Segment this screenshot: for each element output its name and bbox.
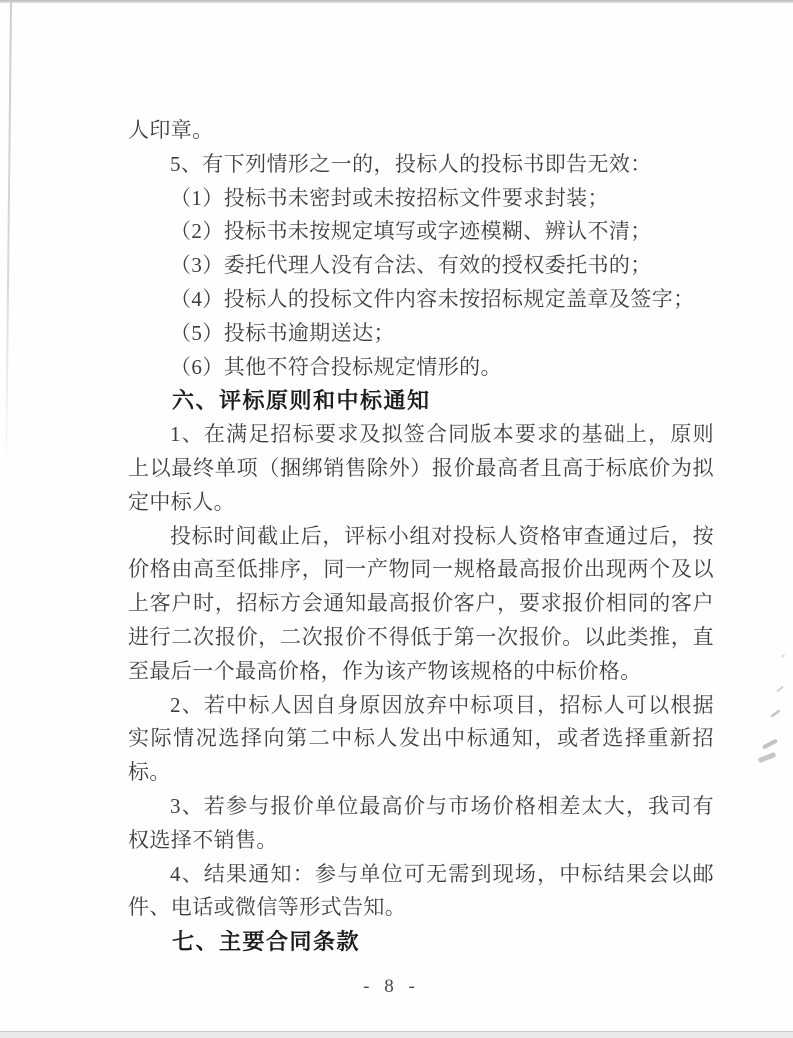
ink-smudge-mark xyxy=(758,752,777,763)
paragraph: 5、有下列情形之一的，投标人的投标书即告无效： xyxy=(170,151,652,176)
page-number: - 8 - xyxy=(363,976,420,997)
paragraph: （2）投标书未按规定填写或字迹模糊、辨认不清； xyxy=(170,219,652,244)
paragraph: （4）投标人的投标文件内容未按招标规定盖章及签字； xyxy=(170,286,695,311)
paragraph: 2、若中标人因自身原因放弃中标项目，招标人可以根据实际情况选择向第二中标人发出中标通知，或者选择重新招标。 xyxy=(128,692,714,785)
paragraph: 投标时间截止后，评标小组对投标人资格审查通过后，按价格由高至低排序，同一产物同一规格最高报价出现两个及以上客户时，招标方会通知最高报价客户，要求报价相同的客户进行二次报价，二次报价不得低于第一次报价。以此类推，直至最后一个最高价格，作为该产物该规格的中标价格。 xyxy=(128,523,714,683)
scan-edge-bottom-strip xyxy=(0,1031,793,1038)
section-heading: 六、评标原则和中标通知 xyxy=(172,388,431,414)
paragraph: （6）其他不符合投标规定情形的。 xyxy=(170,354,502,379)
ink-smudge-mark xyxy=(781,654,785,658)
paragraph: （5）投标书逾期送达； xyxy=(170,320,395,345)
paragraph: （1）投标书未密封或未按招标文件要求封装； xyxy=(170,185,609,210)
section-heading: 七、主要合同条款 xyxy=(172,929,361,955)
scan-edge-left-line xyxy=(5,2,12,472)
paragraph: 4、结果通知：参与单位可无需到现场，中标结果会以邮件、电话或微信等形式告知。 xyxy=(128,861,714,920)
ink-smudge-mark xyxy=(770,709,781,718)
paragraph: 1、在满足招标要求及拟签合同版本要求的基础上，原则上以最终单项（捆绑销售除外）报价最高者且高于标底价为拟定中标人。 xyxy=(128,422,714,514)
scan-edge-top-line xyxy=(0,0,793,3)
paragraph: 3、若参与报价单位最高价与市场价格相差太大，我司有权选择不销售。 xyxy=(128,793,714,852)
paragraph: （3）委托代理人没有合法、有效的授权委托书的； xyxy=(170,253,652,278)
paragraph: 人印章。 xyxy=(128,118,214,142)
ink-smudge-mark xyxy=(776,686,784,693)
ink-smudge-mark xyxy=(762,738,778,749)
document-body xyxy=(128,114,714,959)
